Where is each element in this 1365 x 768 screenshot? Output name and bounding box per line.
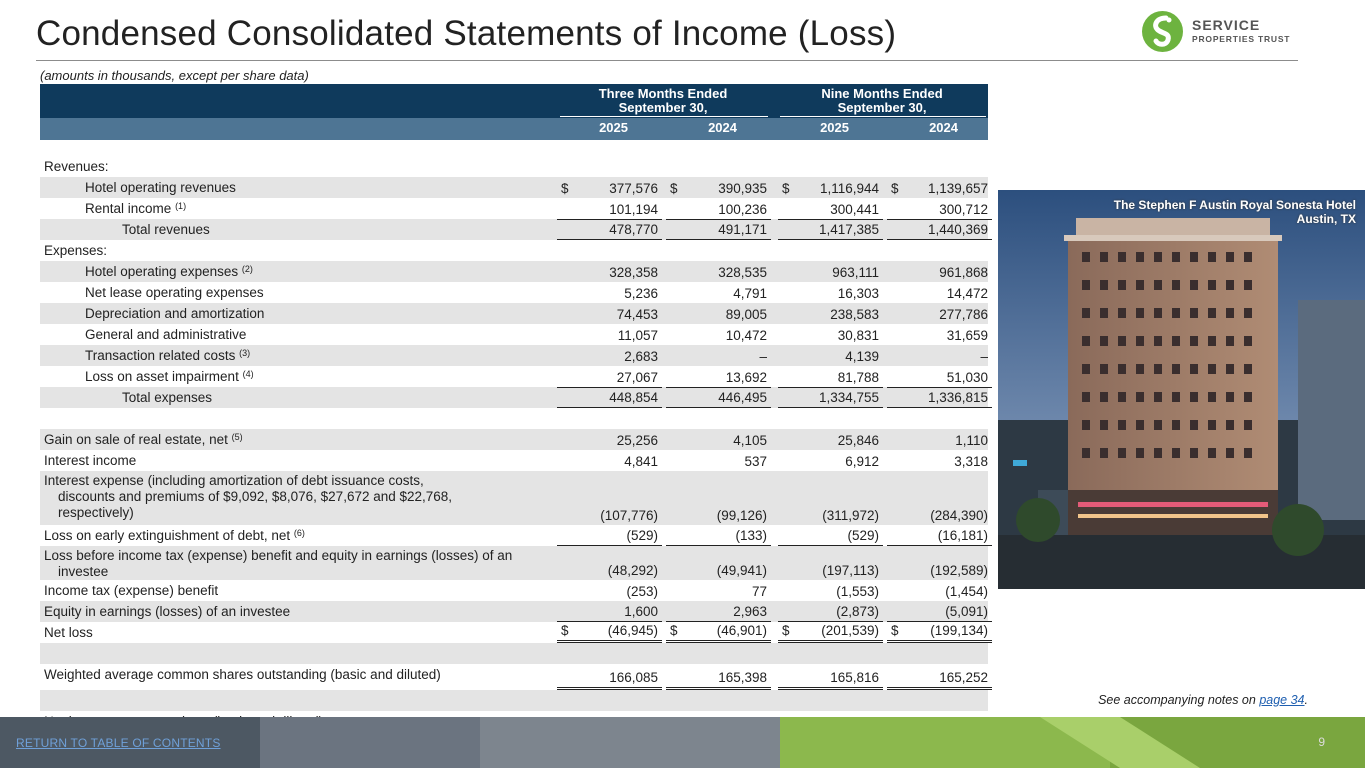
table-row (40, 622, 988, 643)
value-cell (887, 219, 992, 240)
row-label (85, 285, 264, 300)
value-cell (557, 324, 662, 345)
value-cell (778, 622, 883, 643)
value-cell (557, 664, 662, 690)
value-text: 377,576 (609, 181, 658, 196)
title-divider (36, 60, 1298, 61)
income-statement-table (40, 156, 988, 737)
row-label (44, 432, 243, 447)
value-text: (48,292) (607, 563, 658, 578)
value-text: (192,589) (930, 563, 988, 578)
value-text: (529) (626, 528, 658, 543)
table-row (40, 240, 988, 261)
value-cell (778, 429, 883, 450)
value-text: 446,495 (718, 390, 767, 405)
value-cell (778, 177, 883, 198)
value-text: 11,057 (617, 328, 658, 343)
row-label-text: Income tax (expense) benefit (44, 583, 219, 598)
value-cell (778, 261, 883, 282)
value-text: – (759, 349, 767, 364)
year-header: 2025 (820, 120, 849, 135)
row-label (44, 243, 107, 258)
value-cell (666, 387, 771, 408)
value-cell (778, 664, 883, 690)
nine-months-header-line2: September 30, (837, 100, 927, 115)
row-label (44, 453, 136, 468)
value-cell (666, 580, 771, 601)
value-text: 4,105 (733, 433, 767, 448)
value-text: 165,398 (718, 670, 767, 685)
table-row (40, 282, 988, 303)
value-text: 2,683 (624, 349, 658, 364)
row-label-text: Depreciation and amortization (85, 306, 265, 321)
value-cell (778, 450, 883, 471)
value-cell (778, 219, 883, 240)
value-text: (2,873) (836, 604, 879, 619)
value-text: 5,236 (624, 286, 658, 301)
row-label (85, 348, 250, 363)
value-cell (778, 282, 883, 303)
value-cell (666, 622, 771, 643)
value-text: 51,030 (946, 370, 988, 385)
value-text: (5,091) (945, 604, 988, 619)
value-cell (887, 622, 992, 643)
row-label-continuation: respectively) (58, 505, 134, 520)
value-text: (199,134) (930, 623, 988, 638)
value-text: 1,139,657 (927, 181, 988, 196)
nine-months-header-line1: Nine Months Ended (821, 86, 943, 101)
currency-symbol: $ (891, 181, 899, 196)
value-cell (778, 366, 883, 387)
value-text: (529) (847, 528, 879, 543)
value-cell (666, 219, 771, 240)
notes-page-link[interactable]: page 34 (1259, 693, 1305, 707)
row-label-text: Hotel operating expenses (85, 264, 239, 279)
table-row (40, 690, 988, 711)
currency-symbol: $ (670, 181, 678, 196)
year-header: 2025 (599, 120, 628, 135)
value-cell (887, 282, 992, 303)
value-cell (557, 198, 662, 219)
row-label-continuation: investee (58, 564, 109, 579)
value-cell (557, 546, 662, 580)
nine-months-underline (780, 116, 986, 117)
value-cell (778, 387, 883, 408)
value-text: 4,791 (733, 286, 767, 301)
value-text: 89,005 (725, 307, 767, 322)
value-cell (887, 177, 992, 198)
value-text: 537 (744, 454, 767, 469)
row-label-continuation: discounts and premiums of $9,092, $8,076, $27,672 and $22,768, (58, 489, 453, 504)
value-text: 2,963 (733, 604, 767, 619)
value-cell (666, 471, 771, 525)
row-label (44, 604, 290, 619)
value-text: – (980, 349, 988, 364)
row-label-text: Total expenses (122, 390, 213, 405)
value-cell (887, 664, 992, 690)
value-text: 328,358 (609, 265, 658, 280)
table-row (40, 525, 988, 546)
photo-caption-location: Austin, TX (1296, 212, 1356, 226)
value-cell (666, 450, 771, 471)
value-text: 30,831 (837, 328, 879, 343)
table-row (40, 261, 988, 282)
row-label-text: Revenues: (44, 159, 109, 174)
value-cell (887, 429, 992, 450)
value-cell (887, 387, 992, 408)
value-text: 1,600 (624, 604, 658, 619)
table-row (40, 664, 988, 690)
return-to-contents-link[interactable]: RETURN TO TABLE OF CONTENTS (16, 736, 221, 750)
value-text: (1,454) (945, 584, 988, 599)
row-label (44, 548, 564, 580)
value-cell (666, 345, 771, 366)
value-cell (557, 177, 662, 198)
value-cell (778, 525, 883, 546)
row-label (85, 327, 246, 342)
value-text: 961,868 (939, 265, 988, 280)
hotel-photo (998, 190, 1365, 589)
value-text: (311,972) (822, 508, 879, 523)
year-header: 2024 (708, 120, 737, 135)
three-months-header (556, 87, 770, 115)
value-text: 10,472 (725, 328, 767, 343)
row-label-text: Interest income (44, 453, 137, 468)
table-row (40, 471, 988, 525)
nine-months-header (775, 87, 989, 115)
value-text: 27,067 (616, 370, 658, 385)
value-cell (887, 546, 992, 580)
table-row (40, 643, 988, 664)
table-row (40, 324, 988, 345)
value-cell (778, 546, 883, 580)
value-text: (49,941) (716, 563, 767, 578)
currency-symbol: $ (782, 623, 790, 638)
value-cell (778, 198, 883, 219)
row-label (44, 159, 109, 174)
value-text: 31,659 (946, 328, 988, 343)
value-text: (133) (735, 528, 767, 543)
row-label (85, 201, 186, 216)
value-text: 491,171 (718, 222, 767, 237)
row-label-text: Net lease operating expenses (85, 285, 264, 300)
value-cell (666, 601, 771, 622)
notes-suffix: . (1304, 693, 1308, 707)
table-row (40, 429, 988, 450)
value-text: 300,712 (939, 202, 988, 217)
value-text: 1,116,944 (819, 181, 879, 196)
logo-word-properties-trust: PROPERTIES TRUST (1192, 34, 1291, 44)
row-label (122, 222, 210, 237)
three-months-header-line2: September 30, (618, 100, 708, 115)
value-text: 448,854 (609, 390, 658, 405)
footnote-marker: (3) (239, 348, 251, 358)
row-label-text: Loss on early extinguishment of debt, net (44, 528, 291, 543)
value-text: (107,776) (600, 508, 658, 523)
table-row (40, 366, 988, 387)
table-header (40, 84, 988, 140)
value-cell (887, 261, 992, 282)
value-cell (557, 525, 662, 546)
value-text: 300,441 (830, 202, 879, 217)
value-cell (887, 324, 992, 345)
value-text: 16,303 (837, 286, 879, 301)
row-label-text: Transaction related costs (85, 348, 236, 363)
row-label-text: Loss on asset impairment (85, 369, 239, 384)
value-cell (557, 219, 662, 240)
footnote-marker: (4) (242, 369, 254, 379)
value-cell (778, 303, 883, 324)
value-cell (887, 471, 992, 525)
value-text: 101,194 (609, 202, 658, 217)
value-cell (557, 580, 662, 601)
value-text: 165,816 (830, 670, 879, 685)
table-row (40, 546, 988, 580)
row-label (44, 625, 93, 640)
value-cell (887, 601, 992, 622)
year-header: 2024 (929, 120, 958, 135)
value-text: 166,085 (609, 670, 658, 685)
page-number: 9 (1318, 735, 1325, 749)
value-cell (557, 282, 662, 303)
value-cell (666, 198, 771, 219)
row-label-text: Hotel operating revenues (85, 180, 236, 195)
row-label (85, 369, 254, 384)
table-row (40, 303, 988, 324)
value-text: 25,846 (837, 433, 879, 448)
company-logo (1142, 11, 1302, 53)
row-label-text: Expenses: (44, 243, 108, 258)
value-text: 478,770 (609, 222, 658, 237)
value-text: (16,181) (937, 528, 988, 543)
table-row (40, 198, 988, 219)
row-label (44, 528, 305, 543)
value-text: (253) (626, 584, 658, 599)
row-label (85, 306, 264, 321)
value-cell (666, 177, 771, 198)
table-row (40, 408, 988, 429)
value-text: 277,786 (939, 307, 988, 322)
page-title: Condensed Consolidated Statements of Income (Loss) (36, 14, 897, 53)
value-cell (666, 303, 771, 324)
row-label-text: Weighted average common shares outstanding (basic and diluted) (44, 667, 441, 682)
row-label (85, 180, 236, 195)
three-months-header-line1: Three Months Ended (598, 86, 728, 101)
table-row (40, 580, 988, 601)
value-text: 77 (751, 584, 767, 599)
value-cell (778, 324, 883, 345)
value-cell (887, 525, 992, 546)
value-cell (778, 345, 883, 366)
value-cell (778, 601, 883, 622)
row-label-text: Loss before income tax (expense) benefit and equity in earnings (losses) of an (44, 548, 513, 563)
value-text: 1,440,369 (927, 222, 988, 237)
value-text: (201,539) (821, 623, 879, 638)
row-label (122, 390, 212, 405)
value-text: (197,113) (822, 563, 879, 578)
footnote-marker: (6) (293, 528, 305, 538)
value-cell (557, 366, 662, 387)
row-label-text: Net loss (44, 625, 93, 640)
value-text: (46,901) (716, 623, 767, 638)
value-cell (557, 345, 662, 366)
value-cell (666, 525, 771, 546)
units-note: (amounts in thousands, except per share data) (40, 68, 309, 83)
value-text: (46,945) (607, 623, 658, 638)
value-cell (887, 345, 992, 366)
value-text: (99,126) (716, 508, 767, 523)
logo-mark-icon (1142, 11, 1183, 52)
currency-symbol: $ (670, 623, 678, 638)
row-label (44, 667, 441, 682)
value-cell (666, 664, 771, 690)
notes-reference (1098, 693, 1308, 707)
footnote-marker: (1) (175, 201, 187, 211)
footnote-marker: (5) (231, 432, 243, 442)
table-row (40, 387, 988, 408)
row-label-text: General and administrative (85, 327, 247, 342)
three-months-underline (560, 116, 768, 117)
value-cell (557, 601, 662, 622)
row-label-text: Rental income (85, 201, 172, 216)
table-row (40, 177, 988, 198)
logo-word-service: SERVICE (1192, 17, 1261, 33)
value-text: 1,336,815 (927, 390, 988, 405)
footer-banner (0, 717, 1365, 768)
footnote-marker: (2) (241, 264, 253, 274)
row-label-text: Total revenues (122, 222, 210, 237)
photo-caption-title: The Stephen F Austin Royal Sonesta Hotel (1113, 198, 1356, 212)
value-text: 3,318 (954, 454, 988, 469)
value-cell (557, 429, 662, 450)
value-cell (666, 282, 771, 303)
value-text: 81,788 (837, 370, 879, 385)
value-cell (557, 471, 662, 525)
row-label-text: Equity in earnings (losses) of an investee (44, 604, 291, 619)
value-cell (778, 580, 883, 601)
value-text: 4,139 (845, 349, 879, 364)
row-label-text: Gain on sale of real estate, net (44, 432, 228, 447)
table-row (40, 219, 988, 240)
table-row (40, 601, 988, 622)
value-text: 14,472 (946, 286, 988, 301)
value-cell (887, 198, 992, 219)
currency-symbol: $ (891, 623, 899, 638)
value-text: 13,692 (725, 370, 767, 385)
notes-prefix: See accompanying notes on (1098, 693, 1256, 707)
table-row (40, 156, 988, 177)
value-cell (557, 303, 662, 324)
value-cell (666, 366, 771, 387)
value-cell (778, 471, 883, 525)
value-text: 100,236 (718, 202, 767, 217)
value-text: 1,110 (955, 433, 988, 448)
value-text: 963,111 (832, 265, 879, 280)
currency-symbol: $ (561, 181, 569, 196)
value-cell (666, 546, 771, 580)
value-text: 390,935 (718, 181, 767, 196)
value-cell (887, 303, 992, 324)
value-text: 4,841 (624, 454, 658, 469)
value-text: 74,453 (616, 307, 658, 322)
row-label (44, 583, 218, 598)
value-text: 6,912 (845, 454, 879, 469)
value-text: 165,252 (939, 670, 988, 685)
value-text: 1,417,385 (818, 222, 879, 237)
currency-symbol: $ (561, 623, 569, 638)
currency-symbol: $ (782, 181, 790, 196)
value-cell (666, 429, 771, 450)
value-text: 25,256 (616, 433, 658, 448)
table-row (40, 450, 988, 471)
value-cell (557, 387, 662, 408)
value-cell (557, 622, 662, 643)
table-row (40, 345, 988, 366)
value-cell (887, 450, 992, 471)
value-cell (557, 450, 662, 471)
value-cell (887, 580, 992, 601)
value-text: 238,583 (830, 307, 879, 322)
photo-caption (1114, 198, 1356, 226)
value-text: (1,553) (836, 584, 879, 599)
value-text: 1,334,755 (818, 390, 879, 405)
value-cell (666, 324, 771, 345)
value-text: 328,535 (718, 265, 767, 280)
value-cell (666, 261, 771, 282)
row-label-text: Interest expense (including amortization of debt issuance costs, (44, 473, 424, 488)
value-text: (284,390) (930, 508, 988, 523)
value-cell (887, 366, 992, 387)
row-label (44, 473, 564, 521)
value-cell (557, 261, 662, 282)
row-label (85, 264, 253, 279)
